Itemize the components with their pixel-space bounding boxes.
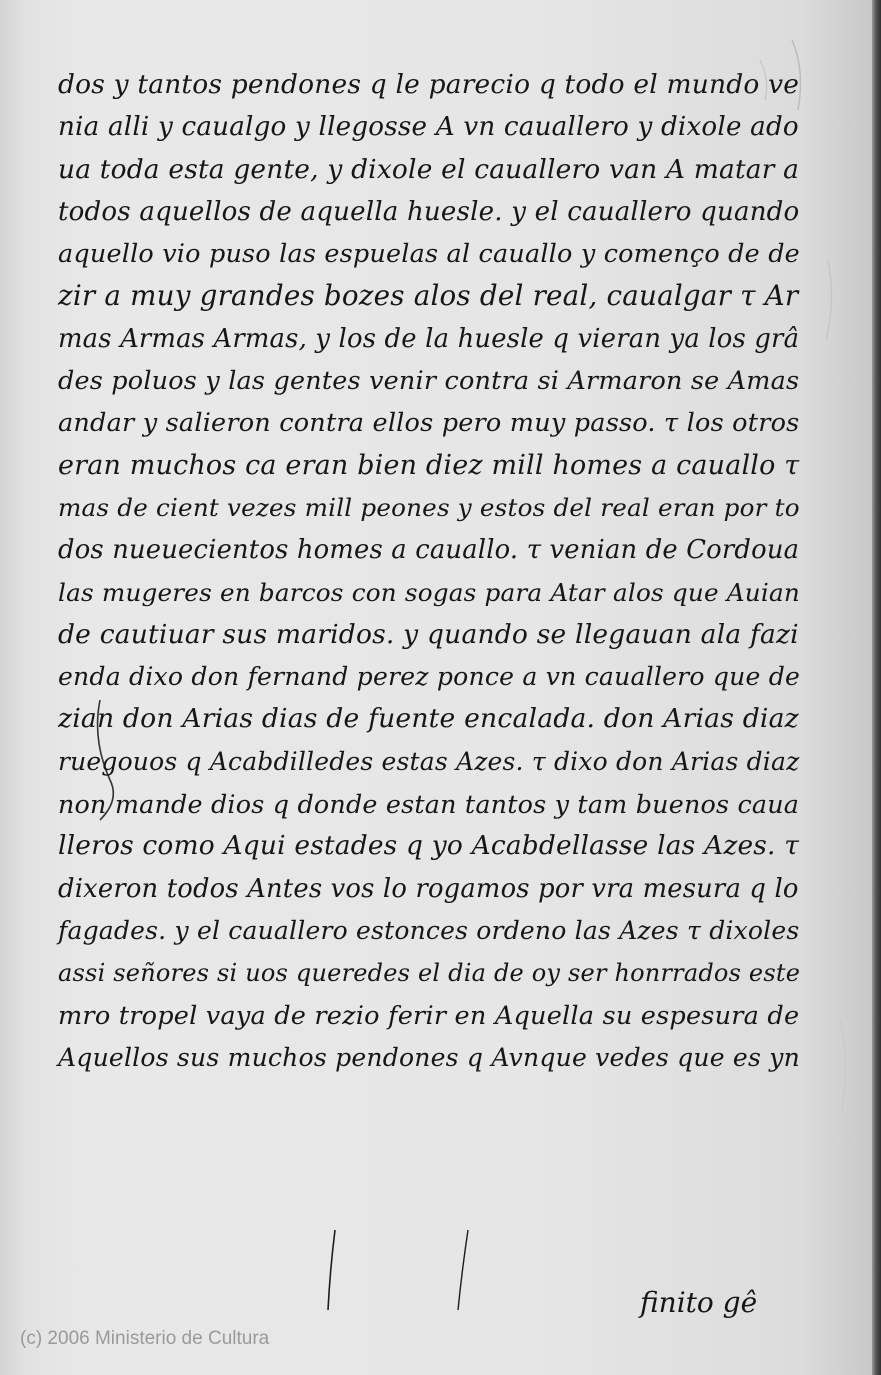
text-line: ruegouos q Acabdilledes estas Azes. τ dixo don Arias diaz <box>58 746 800 776</box>
text-line: dixeron todos Antes vos lo rogamos por vra mesura q lo <box>58 873 799 904</box>
text-line: dos y tantos pendones q le parecio q todo el mundo ve <box>58 69 800 100</box>
text-line: andar y salieron contra ellos pero muy passo. τ los otros <box>58 408 800 439</box>
text-line: las mugeres en barcos con sogas para Atar alos que Auian <box>58 577 800 607</box>
text-line: zian don Arias dias de fuente encalada. don Arias diaz <box>58 703 799 735</box>
copyright-watermark: (c) 2006 Ministerio de Cultura <box>20 1328 270 1349</box>
text-line: lleros como Aqui estades q yo Acabdellasse las Azes. τ <box>58 830 800 862</box>
text-line: nia alli y caualgo y llegosse A vn cauallero y dixole ado <box>58 112 799 143</box>
text-line: mro tropel vaya de rezio ferir en Aquella su espesura de <box>58 1000 800 1031</box>
text-line: de cautiuar sus maridos. y quando se llegauan ala fazi <box>58 618 799 650</box>
text-line: enda dixo don fernand perez ponce a vn cauallero que de <box>58 662 801 692</box>
text-line: ua toda esta gente, y dixole el cauallero van A matar a <box>58 153 800 185</box>
text-line: aquello vio puso las espuelas al cauallo y començo de de <box>58 239 800 270</box>
manuscript-text <box>58 64 801 1079</box>
text-line: todos aquellos de aquella huesle. y el cauallero quando <box>58 196 800 227</box>
text-line: eran muchos ca eran bien diez mill homes a cauallo τ <box>58 449 800 481</box>
text-line: mas de cient vezes mill peones y estos del real eran por to <box>58 492 800 522</box>
text-line: Aquellos sus muchos pendones q Avnque vedes que es yn <box>58 1042 800 1072</box>
text-line: assi señores si uos queredes el dia de oy ser honrrados este <box>58 959 801 988</box>
text-line: dos nueuecientos homes a cauallo. τ venian de Cordoua <box>58 535 800 566</box>
page-footer <box>0 1280 872 1375</box>
text-line: des poluos y las gentes venir contra si Armaron se Amas <box>58 366 800 397</box>
catchword: finito gê <box>640 1286 758 1319</box>
text-line: mas Armas Armas, y los de la huesle q vieran ya los grâ <box>58 323 800 354</box>
text-line: non mande dios q donde estan tantos y tam buenos caua <box>58 789 800 820</box>
text-line: fagades. y el cauallero estonces ordeno las Azes τ dixoles <box>58 915 800 945</box>
text-line: zir a muy grandes bozes alos del real, caualgar τ Ar <box>58 279 799 313</box>
page-edge-shadow <box>872 0 881 1375</box>
